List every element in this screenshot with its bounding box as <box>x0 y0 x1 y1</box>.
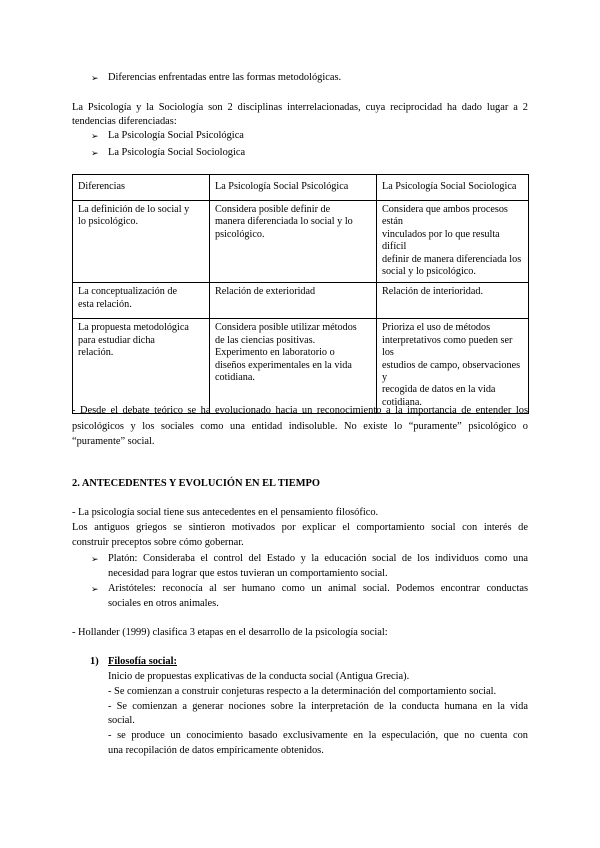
table-cell <box>210 319 377 414</box>
arrow-bullet-icon: ➢ <box>91 585 99 595</box>
cell-line: cotidiana. <box>215 372 255 384</box>
debate-line: “puramente” social. <box>72 436 155 447</box>
aristoteles-line: sociales en otros animales. <box>108 598 219 609</box>
comparison-table <box>72 174 529 414</box>
cell-line: esta relación. <box>78 298 132 310</box>
cell-line: Relación de interioridad. <box>382 286 483 298</box>
cell-line: Considera posible definir de <box>215 204 331 215</box>
cell-line: de las ciencias positivas. <box>215 334 316 346</box>
cell-line: estudios de campo, observaciones y <box>382 359 521 384</box>
aristoteles-line: Aristóteles: reconocía al ser humano como un animal social. Podemos encontrar conductas <box>108 583 528 594</box>
table-cell <box>377 201 529 283</box>
intro-bullet-text: Diferencias enfrentadas entre las formas metodológicas. <box>108 72 342 83</box>
debate-line: - Desde el debate teórico se ha evolucionado hacia un reconocimiento a la importancia de entender los <box>72 405 528 416</box>
arrow-bullet-icon: ➢ <box>91 149 99 159</box>
cell-line: Considera que ambos procesos están <box>382 204 508 228</box>
item-line: - Se comienzan a generar nociones sobre la interpretación de la conducta humana en la vida <box>108 701 528 712</box>
table-header-cell: Diferencias <box>73 175 210 201</box>
paragraph-line: La Psicología y la Sociología son 2 disciplinas interrelacionadas, cuya reciprocidad ha dado lugar a 2 <box>72 102 528 113</box>
item-line: una recopilación de datos empíricamente obtenidos. <box>108 745 324 756</box>
paragraph-line: construir preceptos sobre cómo gobernar. <box>72 537 244 548</box>
cell-line: interpretativos como pueden ser los <box>382 334 513 359</box>
item-line: social. <box>108 715 135 726</box>
item-title: Filosofía social: <box>108 656 177 667</box>
item-line: - se produce un conocimiento basado exclusivamente en la especulación, que no cuenta con <box>108 730 528 741</box>
table-cell <box>73 201 210 283</box>
hollander-line: - Hollander (1999) clasifica 3 etapas en el desarrollo de la psicología social: <box>72 627 388 638</box>
table-cell <box>73 283 210 319</box>
cell-line: relación. <box>78 347 114 359</box>
table-cell <box>377 283 529 319</box>
cell-line: psicológico. <box>215 228 265 240</box>
cell-line: Relación de exterioridad <box>215 286 316 298</box>
platon-line: necesidad para lograr que estos tuvieran un comportamiento social. <box>108 568 388 579</box>
cell-line: Experimento en laboratorio o <box>215 347 335 359</box>
cell-line: recogida de datos en la vida <box>382 384 496 396</box>
cell-line: La propuesta metodológica <box>78 322 189 334</box>
table-row <box>73 201 529 283</box>
item-line: Inicio de propuestas explicativas de la conducta social (Antigua Grecia). <box>108 671 410 682</box>
table-cell <box>377 319 529 414</box>
cell-line: Prioriza el uso de métodos <box>382 322 491 334</box>
paragraph-line: - La psicología social tiene sus antecedentes en el pensamiento filosófico. <box>72 507 379 518</box>
table-cell <box>210 283 377 319</box>
cell-line: cotidiana. <box>382 396 422 408</box>
list-number: 1) <box>90 656 99 667</box>
cell-line: para estudiar dicha <box>78 334 155 346</box>
cell-line: vinculados por lo que resulta difícil <box>382 228 500 253</box>
table-row <box>73 319 529 414</box>
section-heading: 2. ANTECEDENTES Y EVOLUCIÓN EN EL TIEMPO <box>72 478 320 489</box>
cell-line: La conceptualización de <box>78 286 177 298</box>
paragraph-line: tendencias diferenciadas: <box>72 116 177 127</box>
cell-line: diseños experimentales en la vida <box>215 359 352 371</box>
platon-line: Platón: Consideraba el control del Estado y la educación social de los individuos como una <box>108 553 528 564</box>
table-cell <box>210 201 377 283</box>
debate-line: psicológicos y los sociales como una entidad indisoluble. No existe lo “puramente” psicológico o <box>72 421 528 432</box>
table-header-cell: La Psicología Social Sociologica <box>377 175 529 201</box>
cell-line: lo psicológico. <box>78 216 138 228</box>
tendency-item: La Psicología Social Psicológica <box>108 130 244 141</box>
paragraph-line: Los antiguos griegos se sintieron motivados por explicar el comportamiento social con interés de <box>72 522 528 533</box>
cell-line: La definición de lo social y <box>78 204 190 215</box>
cell-line: social y lo psicológico. <box>382 266 476 278</box>
table-header-row <box>73 175 529 201</box>
arrow-bullet-icon: ➢ <box>91 132 99 142</box>
cell-line: manera diferenciada lo social y lo <box>215 216 353 228</box>
arrow-bullet-icon: ➢ <box>91 74 99 84</box>
table-header-cell: La Psicología Social Psicológica <box>210 175 377 201</box>
arrow-bullet-icon: ➢ <box>91 555 99 565</box>
tendency-item: La Psicología Social Sociologica <box>108 147 246 158</box>
table-cell <box>73 319 210 414</box>
cell-line: definir de manera diferenciada los <box>382 253 522 265</box>
item-line: - Se comienzan a construir conjeturas respecto a la determinación del comportamiento social. <box>108 686 497 697</box>
cell-line: Considera posible utilizar métodos <box>215 322 357 334</box>
table-row <box>73 283 529 319</box>
